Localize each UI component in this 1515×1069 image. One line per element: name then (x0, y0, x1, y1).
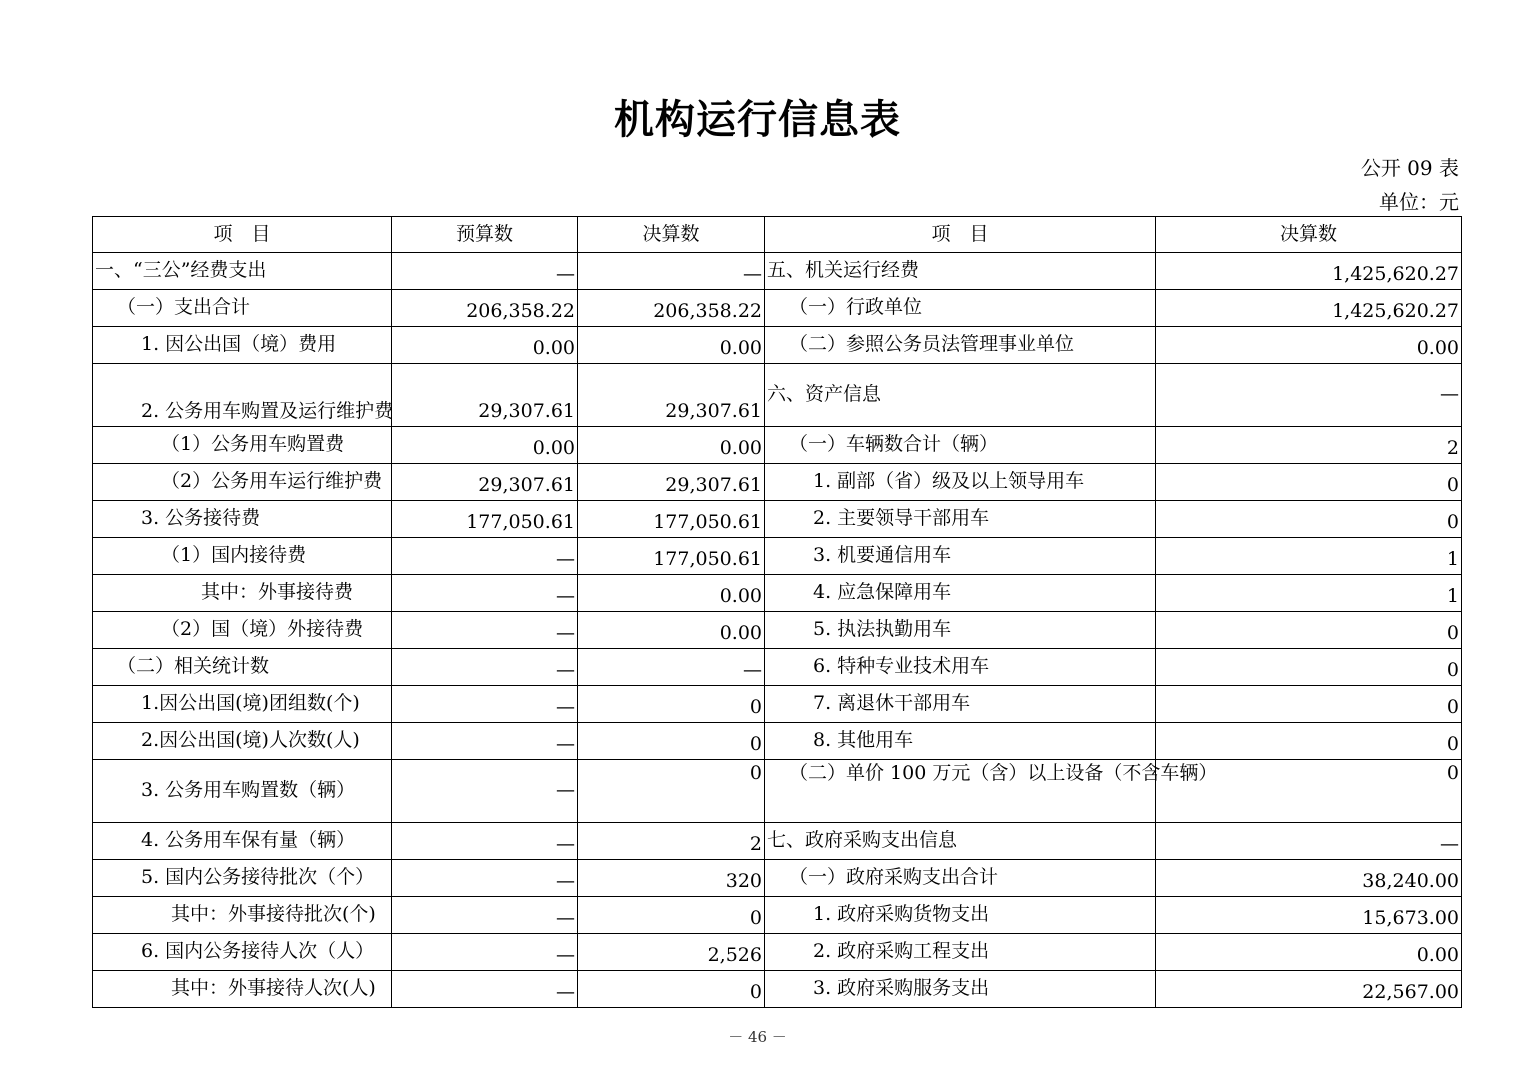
page-title: 机构运行信息表 (614, 96, 901, 143)
row-final-value-right: 22,567.00 (1156, 971, 1462, 1008)
row-item-left: 2. 公务用车购置及运行维护费 (93, 364, 392, 427)
row-item-right: 2. 主要领导干部用车 (765, 501, 1156, 538)
row-item-left: （1）国内接待费 (93, 538, 392, 575)
header-final-right: 决算数 (1156, 217, 1462, 253)
row-budget-value: — (392, 971, 578, 1008)
row-item-right: （一）政府采购支出合计 (765, 860, 1156, 897)
table-row (93, 723, 1462, 760)
table-row (93, 427, 1462, 464)
row-final-value-left: 29,307.61 (578, 464, 765, 501)
row-item-left: 2.因公出国(境)人次数(人) (93, 723, 392, 760)
row-item-left: 3. 公务用车购置数（辆） (93, 760, 392, 823)
row-final-value-right: 0.00 (1156, 934, 1462, 971)
row-item-left: 4. 公务用车保有量（辆） (93, 823, 392, 860)
table-row (93, 686, 1462, 723)
table-row (93, 612, 1462, 649)
row-item-right: 五、机关运行经费 (765, 253, 1156, 290)
row-budget-value: 206,358.22 (392, 290, 578, 327)
row-final-value-right: 0 (1156, 723, 1462, 760)
row-final-value-left: 0 (578, 686, 765, 723)
row-budget-value: 29,307.61 (392, 364, 578, 427)
row-item-left: 5. 国内公务接待批次（个） (93, 860, 392, 897)
row-item-left: （一）支出合计 (93, 290, 392, 327)
row-final-value-right: 1 (1156, 575, 1462, 612)
row-final-value-right: 0 (1156, 501, 1462, 538)
row-item-right: 3. 政府采购服务支出 (765, 971, 1156, 1008)
institution-operation-table (92, 216, 1462, 1008)
table-row (93, 649, 1462, 686)
row-final-value-right: 1,425,620.27 (1156, 290, 1462, 327)
table-code: 公开 09 表 (1360, 156, 1459, 180)
unit-label: 单位：元 (1379, 190, 1459, 214)
row-item-right: 8. 其他用车 (765, 723, 1156, 760)
row-final-value-right: 0 (1156, 649, 1462, 686)
table-row (93, 823, 1462, 860)
row-final-value-left: 0.00 (578, 427, 765, 464)
row-final-value-left: 177,050.61 (578, 501, 765, 538)
row-final-value-right: 1,425,620.27 (1156, 253, 1462, 290)
table-row (93, 934, 1462, 971)
row-item-right: 七、政府采购支出信息 (765, 823, 1156, 860)
row-budget-value: 29,307.61 (392, 464, 578, 501)
row-final-value-right: 0 (1156, 464, 1462, 501)
row-final-value-left: 0.00 (578, 575, 765, 612)
row-budget-value: — (392, 823, 578, 860)
row-item-right: 六、资产信息 (765, 364, 1156, 427)
row-budget-value: — (392, 897, 578, 934)
row-budget-value: — (392, 253, 578, 290)
row-final-value-left: 0.00 (578, 612, 765, 649)
row-item-left: 1.因公出国(境)团组数(个) (93, 686, 392, 723)
table-row (93, 364, 1462, 427)
table-row (93, 290, 1462, 327)
row-item-right: （一）车辆数合计（辆） (765, 427, 1156, 464)
row-final-value-left: 320 (578, 860, 765, 897)
row-final-value-right: 2 (1156, 427, 1462, 464)
row-item-left: 其中：外事接待人次(人) (93, 971, 392, 1008)
row-final-value-left: — (578, 253, 765, 290)
row-item-left: 一、“三公”经费支出 (93, 253, 392, 290)
row-item-left: 3. 公务接待费 (93, 501, 392, 538)
row-item-right: 6. 特种专业技术用车 (765, 649, 1156, 686)
row-final-value-right: 0 (1156, 686, 1462, 723)
row-budget-value: — (392, 760, 578, 823)
table-row (93, 897, 1462, 934)
header-final-left: 决算数 (578, 217, 765, 253)
row-budget-value: 177,050.61 (392, 501, 578, 538)
table-row (93, 327, 1462, 364)
header-item-left: 项 目 (93, 217, 392, 253)
header-row (93, 217, 1462, 253)
row-final-value-left: 0 (578, 971, 765, 1008)
table-row (93, 760, 1462, 823)
row-item-left: 1. 因公出国（境）费用 (93, 327, 392, 364)
row-item-left: （1）公务用车购置费 (93, 427, 392, 464)
row-item-left: 其中：外事接待批次(个) (93, 897, 392, 934)
row-final-value-left: 0 (578, 723, 765, 760)
row-item-right: （二）单价 100 万元（含）以上设备（不含车辆） (765, 760, 1156, 823)
row-final-value-right: 0 (1156, 760, 1462, 823)
row-final-value-left: 0.00 (578, 327, 765, 364)
table-row (93, 538, 1462, 575)
row-budget-value: 0.00 (392, 327, 578, 364)
row-item-left: （二）相关统计数 (93, 649, 392, 686)
row-final-value-right: — (1156, 364, 1462, 427)
row-item-right: 4. 应急保障用车 (765, 575, 1156, 612)
row-final-value-left: — (578, 649, 765, 686)
row-item-right: （一）行政单位 (765, 290, 1156, 327)
row-final-value-left: 0 (578, 760, 765, 823)
row-final-value-left: 2 (578, 823, 765, 860)
row-item-right: 1. 副部（省）级及以上领导用车 (765, 464, 1156, 501)
row-budget-value: — (392, 686, 578, 723)
row-item-right: 3. 机要通信用车 (765, 538, 1156, 575)
table-row (93, 253, 1462, 290)
row-final-value-left: 177,050.61 (578, 538, 765, 575)
row-item-right: 5. 执法执勤用车 (765, 612, 1156, 649)
row-budget-value: — (392, 612, 578, 649)
row-final-value-left: 206,358.22 (578, 290, 765, 327)
page-number: － 46 － (728, 1028, 787, 1046)
row-final-value-right: 0.00 (1156, 327, 1462, 364)
row-final-value-right: 0 (1156, 612, 1462, 649)
row-budget-value: — (392, 538, 578, 575)
row-final-value-right: 15,673.00 (1156, 897, 1462, 934)
row-item-left: 其中：外事接待费 (93, 575, 392, 612)
row-final-value-left: 29,307.61 (578, 364, 765, 427)
row-item-right: 1. 政府采购货物支出 (765, 897, 1156, 934)
row-item-right: 7. 离退休干部用车 (765, 686, 1156, 723)
row-final-value-right: — (1156, 823, 1462, 860)
row-budget-value: — (392, 575, 578, 612)
row-budget-value: — (392, 934, 578, 971)
row-final-value-right: 38,240.00 (1156, 860, 1462, 897)
table-row (93, 464, 1462, 501)
row-budget-value: 0.00 (392, 427, 578, 464)
table-row (93, 501, 1462, 538)
header-budget: 预算数 (392, 217, 578, 253)
row-item-right: （二）参照公务员法管理事业单位 (765, 327, 1156, 364)
row-budget-value: — (392, 649, 578, 686)
row-item-left: （2）公务用车运行维护费 (93, 464, 392, 501)
row-budget-value: — (392, 860, 578, 897)
header-item-right: 项 目 (765, 217, 1156, 253)
row-final-value-right: 1 (1156, 538, 1462, 575)
table-row (93, 860, 1462, 897)
table-row (93, 575, 1462, 612)
row-budget-value: — (392, 723, 578, 760)
row-item-left: （2）国（境）外接待费 (93, 612, 392, 649)
row-final-value-left: 2,526 (578, 934, 765, 971)
row-final-value-left: 0 (578, 897, 765, 934)
row-item-right: 2. 政府采购工程支出 (765, 934, 1156, 971)
table-row (93, 971, 1462, 1008)
row-item-left: 6. 国内公务接待人次（人） (93, 934, 392, 971)
